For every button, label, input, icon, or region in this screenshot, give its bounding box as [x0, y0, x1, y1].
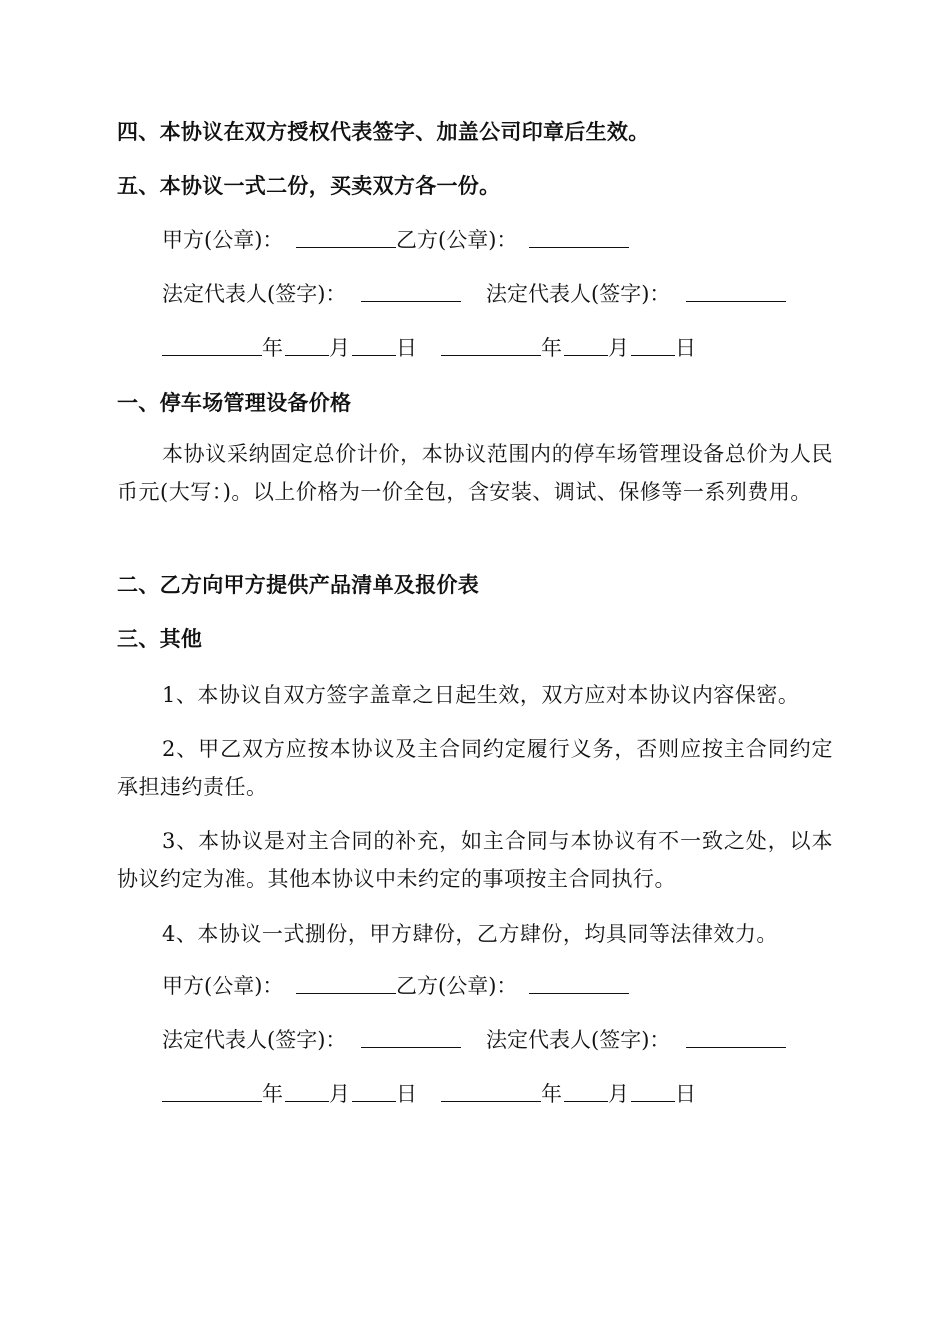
month-a-label: 月 — [329, 336, 350, 360]
year-a-blank — [162, 333, 262, 356]
day-a-blank — [352, 333, 396, 356]
month-a-label-2: 月 — [329, 1082, 350, 1106]
rep-a-blank-2 — [361, 1025, 461, 1048]
year-a-label-2: 年 — [262, 1082, 283, 1106]
year-b-label-2: 年 — [541, 1082, 562, 1106]
other-item-4: 4、本协议一式捌份，甲方肆份，乙方肆份，均具同等法律效力。 — [162, 922, 778, 946]
day-b-label: 日 — [675, 336, 696, 360]
rep-b-label: 法定代表人(签字)： — [486, 282, 671, 306]
other-item-2: 2、甲乙双方应按本协议及主合同约定履行义务，否则应按主合同约定承担违约责任。 — [117, 737, 833, 799]
day-b-blank-2 — [631, 1079, 675, 1102]
party-a-blank — [296, 225, 396, 248]
other-item-3: 3、本协议是对主合同的补充，如主合同与本协议有不一致之处，以本协议约定为准。其他本协议中未约定的事项按主合同执行。 — [117, 829, 833, 891]
month-b-label-2: 月 — [608, 1082, 629, 1106]
day-b-blank — [631, 333, 675, 356]
party-b-label: 乙方(公章)： — [396, 228, 518, 252]
month-b-blank — [564, 333, 608, 356]
party-b-blank — [529, 225, 629, 248]
day-a-label-2: 日 — [396, 1082, 417, 1106]
other-item-1: 1、本协议自双方签字盖章之日起生效，双方应对本协议内容保密。 — [162, 683, 800, 707]
year-b-label: 年 — [541, 336, 562, 360]
year-b-blank — [441, 333, 541, 356]
clause-five: 五、本协议一式二份，买卖双方各一份。 — [117, 174, 501, 198]
rep-b-blank-2 — [686, 1025, 786, 1048]
clause-four: 四、本协议在双方授权代表签字、加盖公司印章后生效。 — [117, 120, 650, 144]
rep-a-label: 法定代表人(签字)： — [162, 282, 347, 306]
day-b-label-2: 日 — [675, 1082, 696, 1106]
party-a-blank-2 — [296, 971, 396, 994]
party-a-label: 甲方(公章)： — [162, 228, 284, 252]
year-a-label: 年 — [262, 336, 283, 360]
month-b-blank-2 — [564, 1079, 608, 1102]
month-a-blank-2 — [285, 1079, 329, 1102]
rep-b-blank — [686, 279, 786, 302]
year-a-blank-2 — [162, 1079, 262, 1102]
rep-a-label-2: 法定代表人(签字)： — [162, 1028, 347, 1052]
section-heading-product-list: 二、乙方向甲方提供产品清单及报价表 — [117, 573, 480, 597]
month-a-blank — [285, 333, 329, 356]
day-a-blank-2 — [352, 1079, 396, 1102]
month-b-label: 月 — [608, 336, 629, 360]
rep-b-label-2: 法定代表人(签字)： — [486, 1028, 671, 1052]
party-b-label-2: 乙方(公章)： — [396, 974, 518, 998]
section-heading-other: 三、其他 — [117, 627, 203, 651]
year-b-blank-2 — [441, 1079, 541, 1102]
day-a-label: 日 — [396, 336, 417, 360]
party-b-blank-2 — [529, 971, 629, 994]
rep-a-blank — [361, 279, 461, 302]
section-body-price: 本协议采纳固定总价计价，本协议范围内的停车场管理设备总价为人民币元(大写：)。以上价格为一价全包，含安装、调试、保修等一系列费用。 — [117, 442, 833, 504]
party-a-label-2: 甲方(公章)： — [162, 974, 284, 998]
section-heading-price: 一、停车场管理设备价格 — [117, 391, 352, 415]
